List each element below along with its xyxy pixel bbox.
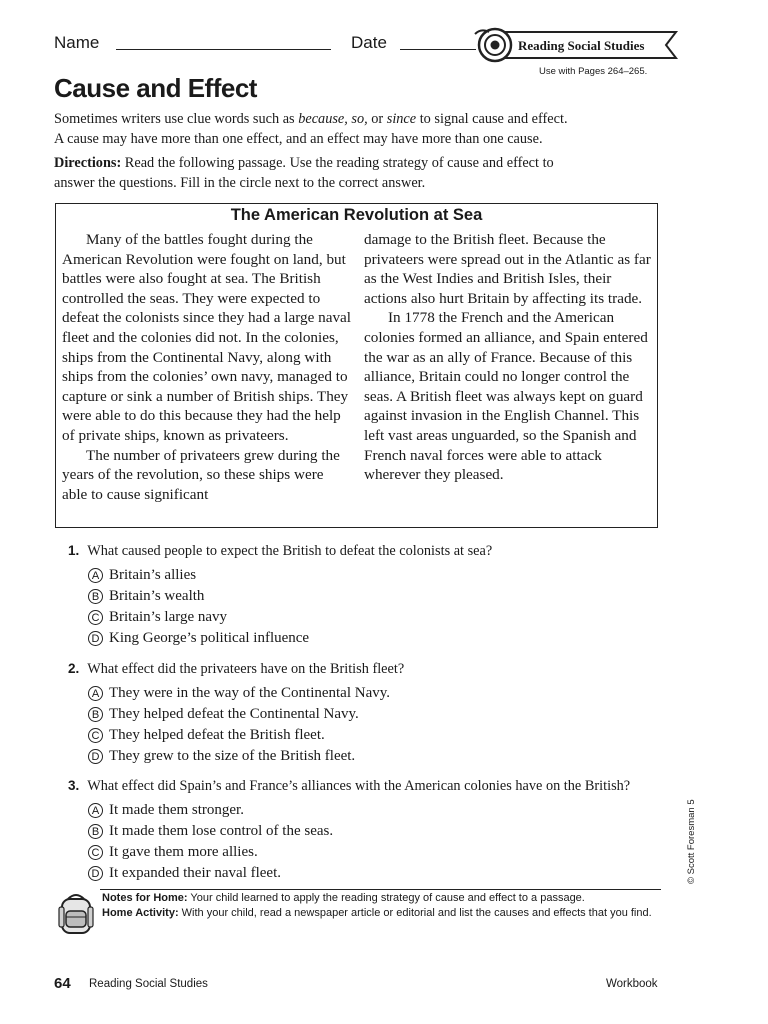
date-field[interactable] <box>400 49 476 50</box>
backpack-icon <box>56 891 96 937</box>
answer-bubble[interactable]: D <box>88 749 103 764</box>
question-3 <box>68 778 708 884</box>
answer-option[interactable]: C They helped defeat the British fleet. <box>88 725 708 746</box>
answer-option[interactable]: B It made them lose control of the seas. <box>88 821 708 842</box>
name-label: Name <box>54 33 100 52</box>
intro-paragraph: Sometimes writers use clue words such as because, so, or since to signal cause and effect. A cause may have more than one effect, and an effect may have more than one cause. <box>54 111 568 147</box>
answer-option[interactable]: D King George’s political influence <box>88 628 708 649</box>
passage-paragraph: In 1778 the French and the American colonies formed an alliance, and Spain entered the war as an ally of France. Because of this alliance, Britain could no longer control the seas. A British fleet was always kept on guard against invasion in the English Channel. This left vast areas unguarded, so the Spanish and French naval forces were able to attack wherever they pleased. <box>364 309 648 484</box>
answer-bubble[interactable]: C <box>88 845 103 860</box>
answer-option[interactable]: A They were in the way of the Continental Navy. <box>88 683 708 704</box>
answer-option[interactable]: B Britain’s wealth <box>88 586 708 607</box>
question-text: What effect did the privateers have on the British fleet? <box>87 661 405 677</box>
page-title: Cause and Effect <box>54 73 257 103</box>
answer-bubble[interactable]: D <box>88 866 103 881</box>
answer-bubble[interactable]: B <box>88 589 103 604</box>
home-activity-label: Home Activity: <box>102 906 179 919</box>
directions-label: Directions: <box>54 155 122 171</box>
answer-bubble[interactable]: D <box>88 631 103 646</box>
footer-workbook-label: Workbook <box>606 978 658 990</box>
page-number: 64 <box>54 975 71 992</box>
answer-bubble[interactable]: A <box>88 803 103 818</box>
answer-option[interactable]: A Britain’s allies <box>88 565 708 586</box>
date-label: Date <box>351 33 387 52</box>
passage-title: The American Revolution at Sea <box>230 206 483 224</box>
answer-bubble[interactable]: C <box>88 728 103 743</box>
footer-section-title: Reading Social Studies <box>89 978 208 990</box>
notes-divider <box>100 889 661 890</box>
copyright-notice: © Scott Foresman 5 <box>686 799 697 884</box>
answer-option[interactable]: A It made them stronger. <box>88 800 708 821</box>
question-text: What effect did Spain’s and France’s alliances with the American colonies have on the British? <box>87 778 631 794</box>
answer-bubble[interactable]: B <box>88 824 103 839</box>
answer-bubble[interactable]: A <box>88 568 103 583</box>
passage-paragraph: damage to the British fleet. Because the privateers were spread out in the Atlantic as far as the West Indies and British Isles, their actions also hurt Britain by affecting its trade. <box>364 231 651 307</box>
answer-option[interactable]: C Britain’s large navy <box>88 607 708 628</box>
directions-paragraph: Directions: Read the following passage. Use the reading strategy of cause and effect to answer the questions. Fill in the circle next to the correct answer. <box>54 155 554 191</box>
banner-title: Reading Social Studies <box>518 38 645 53</box>
question-text: What caused people to expect the British to defeat the colonists at sea? <box>87 543 493 559</box>
name-field[interactable] <box>116 49 331 50</box>
passage-paragraph: Many of the battles fought during the American Revolution were fought on land, but battles were also fought at sea. The British controlled the seas. They were expected to defeat the colonists since they had a large naval fleet and the colonies did not. In the colonies, ships from the Continental Navy, along with ships from the colonies’ own navy, managed to capture or sink a number of British ships. They were able to do this because they had the help of private ships, known as privateers. <box>62 231 352 444</box>
use-with-pages: Use with Pages 264–265. <box>539 66 648 77</box>
question-number: 1. <box>68 543 80 558</box>
question-2 <box>68 661 708 767</box>
notes-for-home: Notes for Home: Your child learned to apply the reading strategy of cause and effect to a passage. Home Activity: With your child, read a newspaper article or editorial and list the causes and effects that you find. <box>102 892 652 919</box>
answer-option[interactable]: B They helped defeat the Continental Navy. <box>88 704 708 725</box>
answer-bubble[interactable]: C <box>88 610 103 625</box>
answer-bubble[interactable]: A <box>88 686 103 701</box>
answer-option[interactable]: D They grew to the size of the British fleet. <box>88 746 708 767</box>
passage-box <box>55 203 658 528</box>
passage-paragraph: The number of privateers grew during the years of the revolution, so these ships were able to cause significant <box>62 446 340 503</box>
answer-bubble[interactable]: B <box>88 707 103 722</box>
question-number: 2. <box>68 661 80 676</box>
passage-column-right <box>364 230 656 485</box>
passage-column-left <box>62 230 352 504</box>
notes-home-label: Notes for Home: <box>102 892 188 904</box>
answer-option[interactable]: C It gave them more allies. <box>88 842 708 863</box>
question-1 <box>68 543 708 649</box>
answer-option[interactable]: D It expanded their naval fleet. <box>88 863 708 884</box>
question-number: 3. <box>68 778 80 793</box>
